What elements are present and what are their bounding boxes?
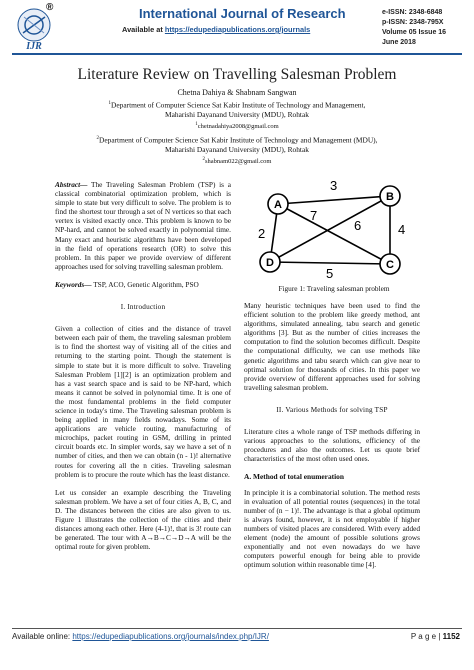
footer-divider [12, 628, 462, 629]
edge-weight-ac: 6 [354, 218, 362, 233]
keywords-text: TSP, ACO, Genetic Algorithm, PSO [91, 279, 199, 289]
intro-paragraph-2: Let us consider an example describing the Traveling salesman problem. We have a set of four cities A, B, C, and D. The distances between the cities are also given to us. Figure 1 illustrates the collection of the cities and their distances among each other. Here (4-1)!, that is 3! route can be generated. The tour with A→B→C→D→A will be the optimal route for given problem. [55, 487, 231, 552]
aff2-number: 2 [96, 136, 99, 141]
right-column [244, 301, 420, 578]
footer-page: P a g e | 1152 [410, 632, 460, 641]
paper-authors: Chetna Dahiya & Shabnam Sangwan [177, 88, 297, 97]
aff1-line2: Maharishi Dayanand University (MDU), Rohtak [165, 110, 309, 120]
section-2-paragraph: Literature cites a whole range of TSP methods differing in various approaches to the solutions, efficiency of the procedures and also the outcomes. Let us quote brief characteristics of the most often used ones. [244, 427, 420, 464]
available-at [122, 25, 310, 34]
journal-url-link[interactable]: https://edupediapublications.org/journals [164, 25, 311, 34]
node-c-label: C [386, 259, 394, 271]
keywords-label: Keywords— [55, 279, 92, 289]
aff2-line2: Maharishi Dayanand University (MDU), Rohtak [165, 145, 309, 155]
intro-heading: I. Introduction [120, 303, 166, 312]
left-column [55, 180, 231, 560]
page-number: 1152 [442, 632, 460, 641]
aff1-email[interactable]: chetnadahiya2008@gmail.com [197, 123, 279, 131]
issn-block [382, 8, 458, 48]
section-2-heading: II. Various Methods for solving TSP [276, 405, 388, 414]
aff1-number: 1 [108, 101, 112, 106]
node-d-label: D [266, 257, 274, 269]
intro-paragraph-1: Given a collection of cities and the distance of travel between each pair of them, the traveling salesman problem is to find the shortest way of visiting all of the cities and returning to the starting point. Though the statement is simple to state but it is more difficult to solve. Traveling Salesman Problem [1][2] is an optimization problem and has a vast search space and is said to be NP-hard, which means it cannot be solved in polynomial time. It is one of the most fundamental problems in the field computer science in today's time. The Traveling salesman problem is being applied in many fields nowadays. Some of its applications are vehicle routing, manufacturing of microchips, packet routing in GSM, drilling in printed circuit boards etc. In simpler words, say we have a set of n number of cities, and then we can obtain (n - 1)! alternative routes for covering all the n cities. Traveling salesman problem is to procure the route which has the least distance. [55, 324, 231, 479]
subsection-a-heading: A. Method of total enumeration [244, 472, 344, 482]
eissn: e-ISSN: 2348-6848 [382, 9, 443, 16]
keywords [55, 280, 231, 289]
edge-weight-cd: 5 [326, 266, 334, 281]
affiliation-2: $^2$Department of Computer Science Sat Kabir Institute of Technology and Management (MDU), Maharishi Dayanand University (MDU), Rohtak $^2$shabnam022@gmail.com [0, 134, 474, 168]
edge-a-c [278, 204, 390, 264]
aff2-email[interactable]: shabnam022@gmail.com [205, 158, 272, 166]
subsection-a-paragraph: In principle it is a combinatorial solution. The method rests in evaluation of all potential routes (sequences) in the total number of (n − 1)!. The advantage is that a global optimum is always found, however, it is not employable if higher numbers of visited places are considered. With every added element (node) the amount of possible solutions grows exponentially and not even nowadays do we have computers powerful enough for being able to provide optimum solution within reasonable time [4]. [244, 487, 420, 570]
affiliation-1: $^1$Department of Computer Science Sat Kabir Institute of Technology and Management, Maharishi Dayanand University (MDU), Rohtak $^1$chetnadahiya2008@gmail.com [0, 99, 474, 133]
abstract [55, 180, 231, 271]
logo-text: IJR [26, 41, 42, 52]
aff2-line1: Department of Computer Science Sat Kabir Institute of Technology and Management (MDU), [99, 135, 378, 145]
pissn: p-ISSN: 2348-795X [382, 19, 444, 26]
edge-c-d [270, 262, 390, 264]
footer-available-label: Available online: [12, 632, 71, 641]
available-label: Available at [122, 25, 163, 34]
edge-weight-da: 2 [258, 226, 266, 241]
issue-date: June 2018 [382, 39, 416, 46]
footer-available [12, 632, 269, 641]
volume-issue: Volume 05 Issue 16 [382, 29, 447, 36]
tsp-graph-figure [246, 176, 428, 282]
header-divider [12, 53, 462, 55]
page-label: P a g e [410, 632, 437, 641]
registered-mark: ® [46, 2, 54, 13]
footer-url-link[interactable]: https://edupediapublications.org/journals/index.php/IJR/ [72, 632, 269, 641]
aff1-line1: Department of Computer Science Sat Kabir Institute of Technology and Management, [111, 100, 366, 110]
edge-weight-bd: 7 [310, 208, 318, 223]
edge-weight-ab: 3 [330, 178, 338, 193]
edge-a-b [278, 196, 390, 204]
abstract-label: Abstract— [55, 180, 88, 189]
journal-name: International Journal of Research [139, 6, 346, 21]
paper-title: Literature Review on Travelling Salesman Problem [77, 66, 397, 83]
node-a-label: A [274, 199, 282, 211]
abstract-text: The Traveling Salesman Problem (TSP) is a classical combinatorial optimization problem, which is simple to state but very difficult to solve. The problem is to find the shortest tour through a set of N vertices so that each vertex is visited exactly once. This problem is known to be NP-hard, and cannot be solved exactly in polynomial time. Many exact and heuristic algorithms have been developed in the field of operations research (OR) to solve this problem. In this paper we provide overview of different approaches used for solving travelling salesman problem. [55, 180, 231, 271]
edge-weight-bc: 4 [398, 222, 406, 237]
right-paragraph-1: Many heuristic techniques have been used to find the efficient solution to the problem like greedy method, ant algorithms, simulated annealing, tabu search and genetic algorithms [3]. But as the number of cities increases the computation to find the solution becomes difficult. Despite the computational difficulty, we can use methods like genetic algorithms and tabu search which can give near to optimal solution for thousands of cities. In this paper we provide overview of different approaches used for solving travelling salesman problem. [244, 301, 420, 392]
figure-caption: Figure 1: Traveling salesman problem [278, 284, 390, 293]
node-b-label: B [386, 191, 394, 203]
